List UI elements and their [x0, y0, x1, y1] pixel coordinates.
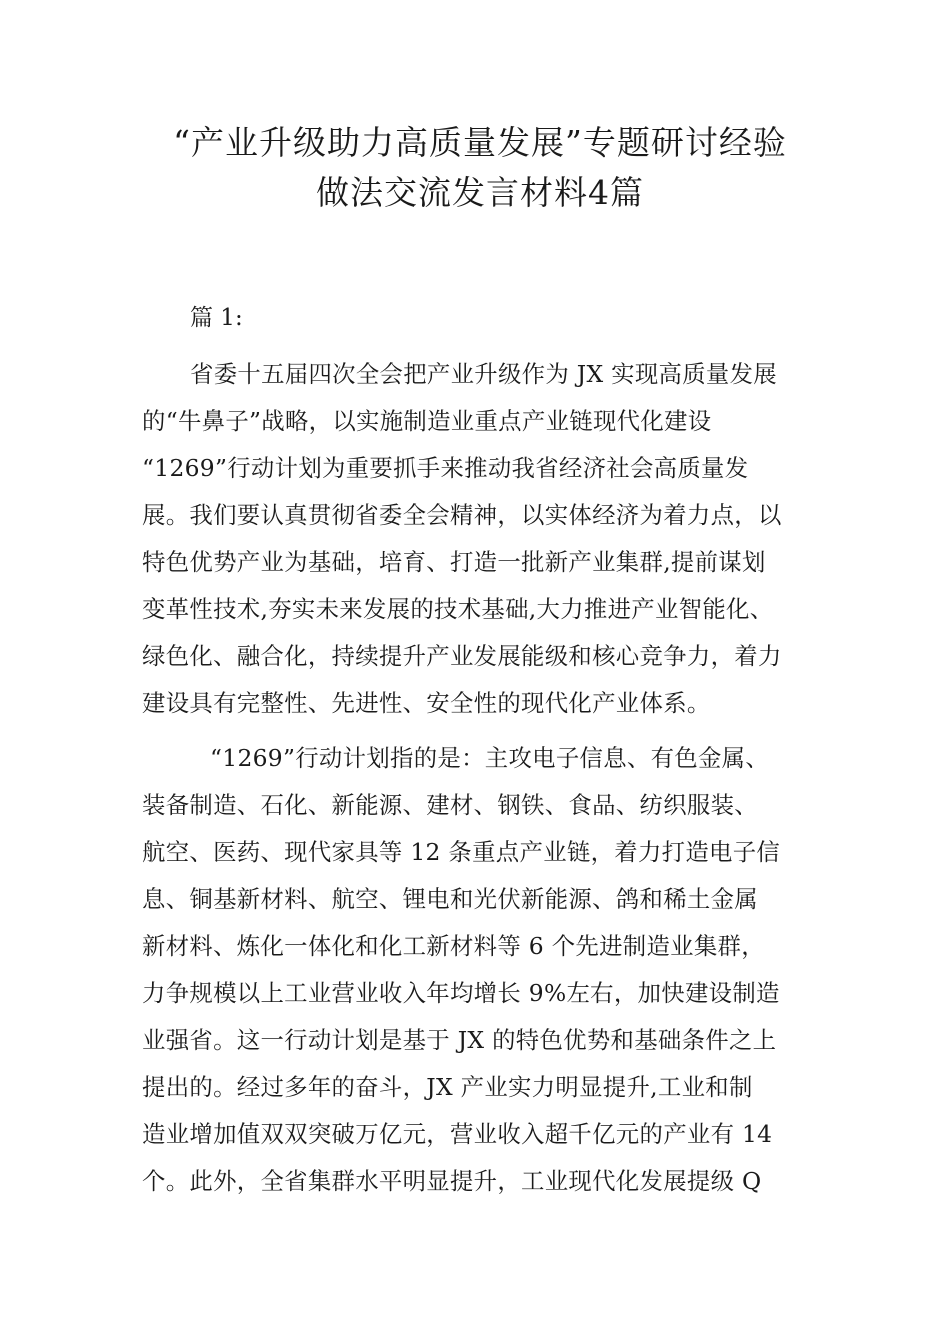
paragraph-1-line: 的“牛鼻子”战略，以实施制造业重点产业链现代化建设 [142, 407, 712, 435]
paragraph-1-line: 绿色化、融合化，持续提升产业发展能级和核心竞争力，着力 [142, 642, 782, 670]
paragraph-2-line: 个。此外，全省集群水平明显提升，工业现代化发展提级 Q [142, 1167, 762, 1195]
paragraph-1-line: 变革性技术,夯实未来发展的技术基础,大力推进产业智能化、 [142, 595, 774, 623]
paragraph-2-line: 航空、医药、现代家具等 12 条重点产业链，着力打造电子信 [142, 838, 781, 866]
paragraph-2-line: 造业增加值双双突破万亿元，营业收入超千亿元的产业有 14 [142, 1120, 773, 1148]
section-label: 篇 1: [190, 305, 243, 331]
paragraph-2-line: “1269”行动计划指的是：主攻电子信息、有色金属、 [210, 744, 770, 772]
paragraph-2-line: 提出的。经过多年的奋斗，JX 产业实力明显提升,工业和制 [142, 1073, 753, 1101]
paragraph-2-line: 装备制造、石化、新能源、建材、钢铁、食品、纺织服装、 [142, 791, 758, 819]
paragraph-2-line: 新材料、炼化一体化和化工新材料等 6 个先进制造业集群， [142, 932, 765, 960]
paragraph-2-line: 业强省。这一行动计划是基于 JX 的特色优势和基础条件之上 [142, 1026, 777, 1054]
document-title-line-2: 做法交流发言材料4篇 [316, 173, 644, 212]
paragraph-1-line: 省委十五届四次全会把产业升级作为 JX 实现高质量发展 [190, 360, 777, 388]
paragraph-1-line: “1269”行动计划为重要抓手来推动我省经济社会高质量发 [142, 454, 749, 482]
paragraph-2-line: 力争规模以上工业营业收入年均增长 9%左右，加快建设制造 [142, 979, 780, 1007]
document-title-line-1: “产业升级助力高质量发展”专题研讨经验 [173, 123, 787, 162]
paragraph-1-line: 展。我们要认真贯彻省委全会精神，以实体经济为着力点，以 [142, 501, 782, 529]
paragraph-2-line: 息、铜基新材料、航空、锂电和光伏新能源、鸽和稀土金属 [142, 885, 758, 913]
paragraph-1-line: 特色优势产业为基础，培育、打造一批新产业集群,提前谋划 [142, 548, 766, 576]
paragraph-1-line: 建设具有完整性、先进性、安全性的现代化产业体系。 [142, 689, 711, 717]
